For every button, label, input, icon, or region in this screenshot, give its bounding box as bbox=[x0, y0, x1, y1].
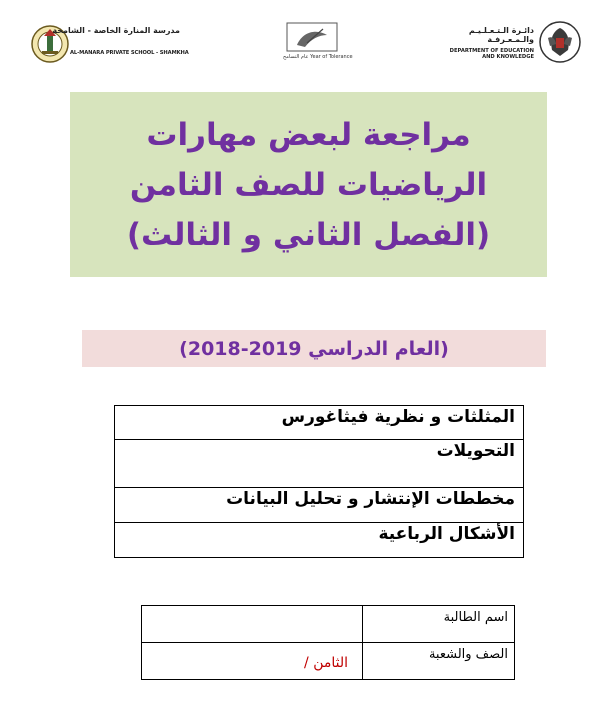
title-line-3: (الفصل الثاني و الثالث) bbox=[126, 216, 491, 253]
title-box bbox=[70, 92, 547, 277]
topics-table bbox=[114, 405, 524, 558]
class-section-field[interactable] bbox=[142, 643, 363, 680]
topic-triangles: المثلثات و نظرية فيثاغورس bbox=[115, 406, 524, 440]
academic-year-band bbox=[82, 330, 546, 367]
year-of-tolerance-logo bbox=[283, 21, 353, 67]
school-name-ar: مدرسة المنارة الخاصة - الشامخة bbox=[52, 26, 180, 35]
topic-quadrilaterals: الأشكال الرباعية bbox=[115, 523, 524, 558]
title-line-2: الرياضيات للصف الثامن bbox=[129, 166, 488, 203]
year-logo-caption: عام التسامح Year of Tolerance bbox=[283, 54, 353, 60]
academic-year-text: (العام الدراسي 2019-2018) bbox=[179, 337, 449, 360]
class-section-value: الثامن / bbox=[304, 655, 348, 671]
table-row bbox=[115, 488, 524, 523]
department-name: دائـرة الـتـعـلـيـم والـمـعـرفـة DEPARTMENT OF EDUCATION AND KNOWLEDGE bbox=[449, 26, 534, 60]
tolerance-emblem-icon bbox=[283, 21, 341, 53]
school-name-en: AL-MANARA PRIVATE SCHOOL - SHAMKHA bbox=[70, 50, 189, 56]
table-row bbox=[115, 523, 524, 558]
student-info-table bbox=[141, 605, 515, 680]
title-line-1: مراجعة لبعض مهارات bbox=[146, 116, 471, 153]
table-row bbox=[142, 643, 515, 680]
table-row bbox=[115, 440, 524, 488]
topic-scatter-plots: مخططات الإنتشار و تحليل البيانات bbox=[115, 488, 524, 523]
topic-transformations: التحويلات bbox=[115, 440, 524, 488]
student-name-field[interactable] bbox=[142, 606, 363, 643]
department-logo bbox=[434, 20, 584, 64]
falcon-emblem-icon bbox=[538, 20, 582, 64]
class-section-label: الصف والشعبة bbox=[363, 643, 515, 680]
student-name-label: اسم الطالبة bbox=[363, 606, 515, 643]
table-row bbox=[142, 606, 515, 643]
school-logo bbox=[30, 20, 189, 68]
table-row bbox=[115, 406, 524, 440]
